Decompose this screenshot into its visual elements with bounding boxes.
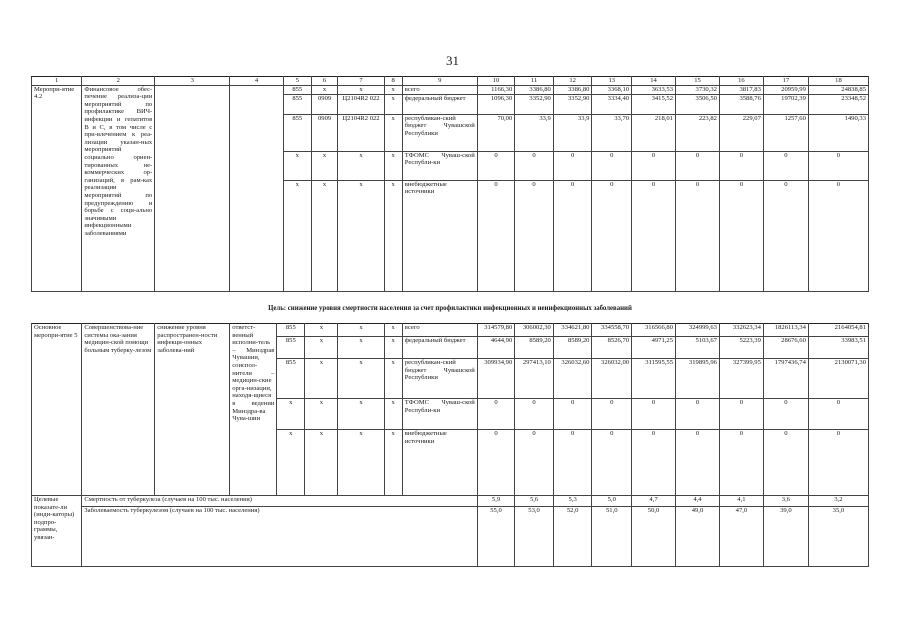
- value-cell: 0: [477, 151, 515, 180]
- col-num: 15: [676, 77, 720, 86]
- value-cell: 0: [515, 399, 554, 430]
- funding-source: всего: [402, 324, 477, 337]
- value-cell: 1096,30: [477, 94, 515, 114]
- value-cell: 0: [676, 180, 720, 291]
- value-cell: 311595,55: [632, 359, 676, 399]
- value-cell: 0: [515, 430, 554, 496]
- value-cell: 0: [808, 399, 868, 430]
- col-num: 16: [719, 77, 763, 86]
- measure-label: Основное меропри-ятие 5: [32, 324, 82, 496]
- code-cell: x: [338, 337, 384, 359]
- code-cell: 0909: [311, 94, 338, 114]
- value-cell: 3633,53: [632, 85, 676, 94]
- code-cell: x: [277, 430, 305, 496]
- indicator-value: 50,0: [632, 507, 676, 567]
- code-cell: 855: [283, 114, 311, 151]
- funding-source: внебюджетные источники: [402, 180, 477, 291]
- table-main-measure-5: [31, 323, 869, 567]
- code-cell: 855: [277, 324, 305, 337]
- funding-source: республикан-ский бюджет Чувашской Республики: [402, 114, 477, 151]
- value-cell: 0: [477, 430, 515, 496]
- code-cell: 855: [283, 85, 311, 94]
- value-cell: 0: [592, 151, 632, 180]
- code-cell: x: [311, 180, 338, 291]
- value-cell: 2164054,81: [808, 324, 868, 337]
- value-cell: 20959,99: [763, 85, 808, 94]
- value-cell: 0: [632, 399, 676, 430]
- indicator-value: 4,7: [632, 496, 676, 507]
- value-cell: 0: [632, 151, 676, 180]
- value-cell: 3386,80: [553, 85, 592, 94]
- value-cell: 0: [719, 399, 763, 430]
- value-cell: 0: [477, 180, 515, 291]
- code-cell: x: [384, 430, 402, 496]
- col-num: 18: [808, 77, 868, 86]
- value-cell: 0: [632, 180, 676, 291]
- value-cell: 0: [592, 180, 632, 291]
- value-cell: 4971,25: [632, 337, 676, 359]
- value-cell: 326032,00: [592, 359, 632, 399]
- col-num: 8: [384, 77, 402, 86]
- indicator-value: 3,2: [808, 496, 868, 507]
- code-cell: x: [305, 337, 338, 359]
- table-row: [32, 324, 869, 337]
- indicator-value: 3,6: [763, 496, 808, 507]
- code-cell: x: [283, 151, 311, 180]
- code-cell: x: [311, 85, 338, 94]
- value-cell: 0: [477, 399, 515, 430]
- value-cell: 0: [763, 151, 808, 180]
- indicator-row: [32, 507, 869, 567]
- funding-source: всего: [402, 85, 477, 94]
- value-cell: 33,70: [592, 114, 632, 151]
- value-cell: 326032,60: [553, 359, 592, 399]
- indicator-value: 35,0: [808, 507, 868, 567]
- value-cell: 0: [719, 180, 763, 291]
- indicator-value: 5,9: [477, 496, 515, 507]
- col-num: 12: [553, 77, 592, 86]
- value-cell: 0: [719, 430, 763, 496]
- value-cell: 3506,50: [676, 94, 720, 114]
- value-cell: 0: [763, 430, 808, 496]
- col-num: 1: [32, 77, 82, 86]
- goal-heading: Цель: снижение уровня смертности населения за счет профилактики инфекционных и неинфекционных заболеваний: [268, 305, 632, 312]
- value-cell: 316566,80: [632, 324, 676, 337]
- indicator-value: 39,0: [763, 507, 808, 567]
- value-cell: 0: [553, 399, 592, 430]
- value-cell: 1490,33: [808, 114, 868, 151]
- code-cell: Ц2104R2 022: [338, 114, 384, 151]
- funding-source: внебюджетные источники: [402, 430, 477, 496]
- value-cell: 2130071,30: [808, 359, 868, 399]
- empty-cell: [155, 85, 230, 291]
- value-cell: 0: [808, 151, 868, 180]
- measure-description: Финансовое обес-печение реализа-ции мероприятий по профилактике ВИЧ-инфекции и гепатитов В и С, в том числе с при-влечением к реа-лизации указан-ных мероприятий социально ориен-тированных не-коммерческих ор-ганизаций, в рам-ках реализации мероприятий по предупреждению и борьбе с соци-ально значимыми инфекционными заболеваниями: [82, 85, 155, 291]
- value-cell: 23348,52: [808, 94, 868, 114]
- value-cell: 229,07: [719, 114, 763, 151]
- value-cell: 3352,90: [515, 94, 554, 114]
- indicator-value: 4,1: [719, 496, 763, 507]
- col-num: 11: [515, 77, 554, 86]
- value-cell: 297413,10: [515, 359, 554, 399]
- funding-source: ТФОМС Чуваш-ской Республи-ки: [402, 399, 477, 430]
- code-cell: x: [283, 180, 311, 291]
- value-cell: 3352,90: [553, 94, 592, 114]
- value-cell: 3415,52: [632, 94, 676, 114]
- value-cell: 334558,70: [592, 324, 632, 337]
- value-cell: 0: [592, 430, 632, 496]
- code-cell: Ц2104R2 022: [338, 94, 384, 114]
- value-cell: 0: [632, 430, 676, 496]
- code-cell: x: [384, 114, 402, 151]
- code-cell: 855: [283, 94, 311, 114]
- value-cell: 8526,70: [592, 337, 632, 359]
- code-cell: x: [277, 399, 305, 430]
- value-cell: 324999,63: [676, 324, 720, 337]
- measure-executor: ответст-венный исполни-тель – Минздрав Чувашии, соиспол-нители – медицин-ские орга-низации, находя-щиеся в ведении Минздра-ва Чува-шии: [230, 324, 277, 496]
- code-cell: x: [338, 151, 384, 180]
- value-cell: 3368,10: [592, 85, 632, 94]
- value-cell: 0: [763, 399, 808, 430]
- value-cell: 3386,80: [515, 85, 554, 94]
- value-cell: 0: [719, 151, 763, 180]
- value-cell: 0: [808, 180, 868, 291]
- indicator-value: 4,4: [676, 496, 720, 507]
- code-cell: x: [305, 399, 338, 430]
- value-cell: 1826113,34: [763, 324, 808, 337]
- value-cell: 3334,40: [592, 94, 632, 114]
- value-cell: 3817,83: [719, 85, 763, 94]
- code-cell: x: [384, 324, 402, 337]
- code-cell: x: [338, 180, 384, 291]
- value-cell: 309934,90: [477, 359, 515, 399]
- measure-task: снижение уровня распространен-ности инфекци-онных заболева-ний: [155, 324, 230, 496]
- code-cell: x: [384, 94, 402, 114]
- value-cell: 223,82: [676, 114, 720, 151]
- value-cell: 306002,30: [515, 324, 554, 337]
- code-cell: x: [384, 337, 402, 359]
- code-cell: 855: [277, 359, 305, 399]
- code-cell: 0909: [311, 114, 338, 151]
- value-cell: 28676,60: [763, 337, 808, 359]
- value-cell: 314579,80: [477, 324, 515, 337]
- indicator-value: 53,0: [515, 507, 554, 567]
- col-num: 2: [82, 77, 155, 86]
- value-cell: 319895,96: [676, 359, 720, 399]
- code-cell: x: [305, 430, 338, 496]
- value-cell: 0: [676, 430, 720, 496]
- value-cell: 8589,20: [553, 337, 592, 359]
- page-number: 31: [446, 53, 459, 68]
- indicator-value: 5,3: [553, 496, 592, 507]
- value-cell: 0: [808, 430, 868, 496]
- value-cell: 1257,60: [763, 114, 808, 151]
- value-cell: 24838,85: [808, 85, 868, 94]
- indicators-label: Целевые показате-ли (инди-каторы) подпро-граммы, увязан-: [32, 496, 82, 567]
- table-row: [32, 85, 869, 94]
- indicator-value: 52,0: [553, 507, 592, 567]
- value-cell: 3730,32: [676, 85, 720, 94]
- code-cell: x: [305, 324, 338, 337]
- col-num: 10: [477, 77, 515, 86]
- value-cell: 0: [676, 399, 720, 430]
- col-num: 13: [592, 77, 632, 86]
- value-cell: 70,00: [477, 114, 515, 151]
- code-cell: x: [338, 430, 384, 496]
- value-cell: 3588,76: [719, 94, 763, 114]
- value-cell: 0: [515, 180, 554, 291]
- column-number-row: [32, 77, 869, 86]
- code-cell: x: [338, 399, 384, 430]
- value-cell: 33,9: [553, 114, 592, 151]
- table-measure-4-2: [31, 76, 869, 292]
- indicator-row: [32, 496, 869, 507]
- code-cell: x: [384, 151, 402, 180]
- value-cell: 327399,95: [719, 359, 763, 399]
- value-cell: 1166,30: [477, 85, 515, 94]
- value-cell: 33983,51: [808, 337, 868, 359]
- value-cell: 33,9: [515, 114, 554, 151]
- col-num: 9: [402, 77, 477, 86]
- value-cell: 334621,80: [553, 324, 592, 337]
- col-num: 17: [763, 77, 808, 86]
- value-cell: 332623,34: [719, 324, 763, 337]
- indicator-value: 5,0: [592, 496, 632, 507]
- col-num: 14: [632, 77, 676, 86]
- indicator-value: 51,0: [592, 507, 632, 567]
- value-cell: 218,01: [632, 114, 676, 151]
- code-cell: x: [311, 151, 338, 180]
- value-cell: 19702,39: [763, 94, 808, 114]
- indicator-name: Заболеваемость туберкулезом (случаев на 100 тыс. населения): [82, 507, 477, 567]
- code-cell: x: [338, 85, 384, 94]
- value-cell: 0: [553, 430, 592, 496]
- indicator-value: 5,6: [515, 496, 554, 507]
- code-cell: x: [384, 180, 402, 291]
- measure-label: Меропри-ятие 4.2: [32, 85, 82, 291]
- value-cell: 4644,90: [477, 337, 515, 359]
- value-cell: 0: [515, 151, 554, 180]
- indicator-name: Смертность от туберкулеза (случаев на 100 тыс. населения): [82, 496, 477, 507]
- value-cell: 0: [676, 151, 720, 180]
- indicator-value: 55,0: [477, 507, 515, 567]
- value-cell: 5223,39: [719, 337, 763, 359]
- value-cell: 0: [763, 180, 808, 291]
- code-cell: x: [384, 399, 402, 430]
- col-num: 6: [311, 77, 338, 86]
- value-cell: 8589,20: [515, 337, 554, 359]
- value-cell: 0: [553, 180, 592, 291]
- code-cell: x: [384, 85, 402, 94]
- col-num: 7: [338, 77, 384, 86]
- col-num: 4: [230, 77, 284, 86]
- value-cell: 1797436,74: [763, 359, 808, 399]
- value-cell: 0: [592, 399, 632, 430]
- code-cell: x: [305, 359, 338, 399]
- funding-source: ТФОМС Чуваш-ской Республи-ки: [402, 151, 477, 180]
- measure-description: Совершенствова-ние системы ока-зания медицин-ской помощи больным туберку-лезом: [82, 324, 155, 496]
- empty-cell: [230, 85, 284, 291]
- code-cell: x: [384, 359, 402, 399]
- code-cell: x: [338, 359, 384, 399]
- indicator-value: 47,0: [719, 507, 763, 567]
- code-cell: 855: [277, 337, 305, 359]
- funding-source: федеральный бюджет: [402, 94, 477, 114]
- funding-source: федеральный бюджет: [402, 337, 477, 359]
- funding-source: республикан-ский бюджет Чувашской Республики: [402, 359, 477, 399]
- value-cell: 5103,67: [676, 337, 720, 359]
- col-num: 3: [155, 77, 230, 86]
- code-cell: x: [338, 324, 384, 337]
- col-num: 5: [283, 77, 311, 86]
- indicator-value: 49,0: [676, 507, 720, 567]
- value-cell: 0: [553, 151, 592, 180]
